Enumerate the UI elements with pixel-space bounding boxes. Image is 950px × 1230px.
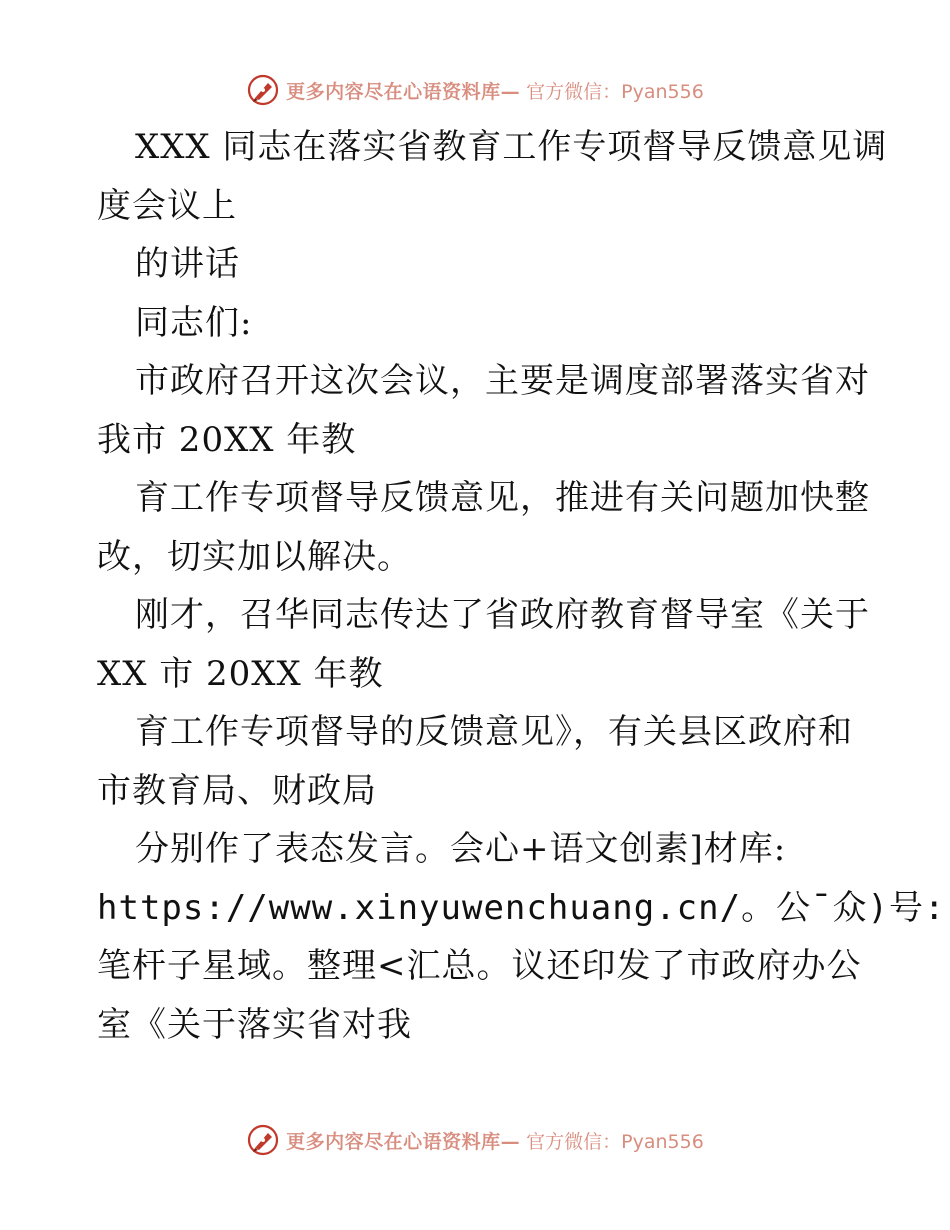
paragraph-line: 笔杆子星域。整理<汇总。议还印发了市政府办公: [97, 946, 862, 986]
paragraph-line: 市政府召开这次会议，主要是调度部署落实省对: [135, 361, 870, 401]
header-banner-text: 更多内容尽在心语资料库—: [286, 80, 521, 103]
footer-banner-wechat: 官方微信：Pyan556: [526, 1130, 704, 1153]
paragraph-line: 分别作了表态发言。会心+语文创素]材库:: [135, 829, 787, 869]
header-banner: [0, 70, 950, 110]
paragraph-line: 育工作专项督导的反馈意见》，有关县区政府和: [135, 712, 853, 752]
title-line-2: 度会议上: [97, 185, 237, 226]
footer-banner-text: 更多内容尽在心语资料库—: [286, 1130, 521, 1153]
pen-logo-icon: [246, 1123, 280, 1157]
title-line-3: 的讲话: [135, 244, 240, 284]
paragraph-line: 市教育局、财政局: [97, 770, 377, 811]
footer-banner: [0, 1120, 950, 1160]
url-line: https://www.xinyuwenchuang.cn/。公¯众)号:: [97, 887, 946, 928]
paragraph-line: 室《关于落实省对我: [97, 1004, 412, 1045]
salutation: 同志们:: [135, 302, 253, 343]
pen-logo-icon: [246, 73, 280, 107]
paragraph-line: 育工作专项督导反馈意见，推进有关问题加快整: [135, 478, 870, 518]
paragraph-line: XX 市 20XX 年教: [97, 653, 384, 694]
title-line-1: XXX 同志在落实省教育工作专项督导反馈意见调: [135, 127, 888, 167]
document-body: [97, 118, 946, 1054]
paragraph-line: 刚才，召华同志传达了省政府教育督导室《关于: [135, 595, 870, 635]
paragraph-line: 改，切实加以解决。: [97, 536, 412, 577]
paragraph-line: 我市 20XX 年教: [97, 419, 357, 460]
header-banner-wechat: 官方微信：Pyan556: [526, 80, 704, 103]
